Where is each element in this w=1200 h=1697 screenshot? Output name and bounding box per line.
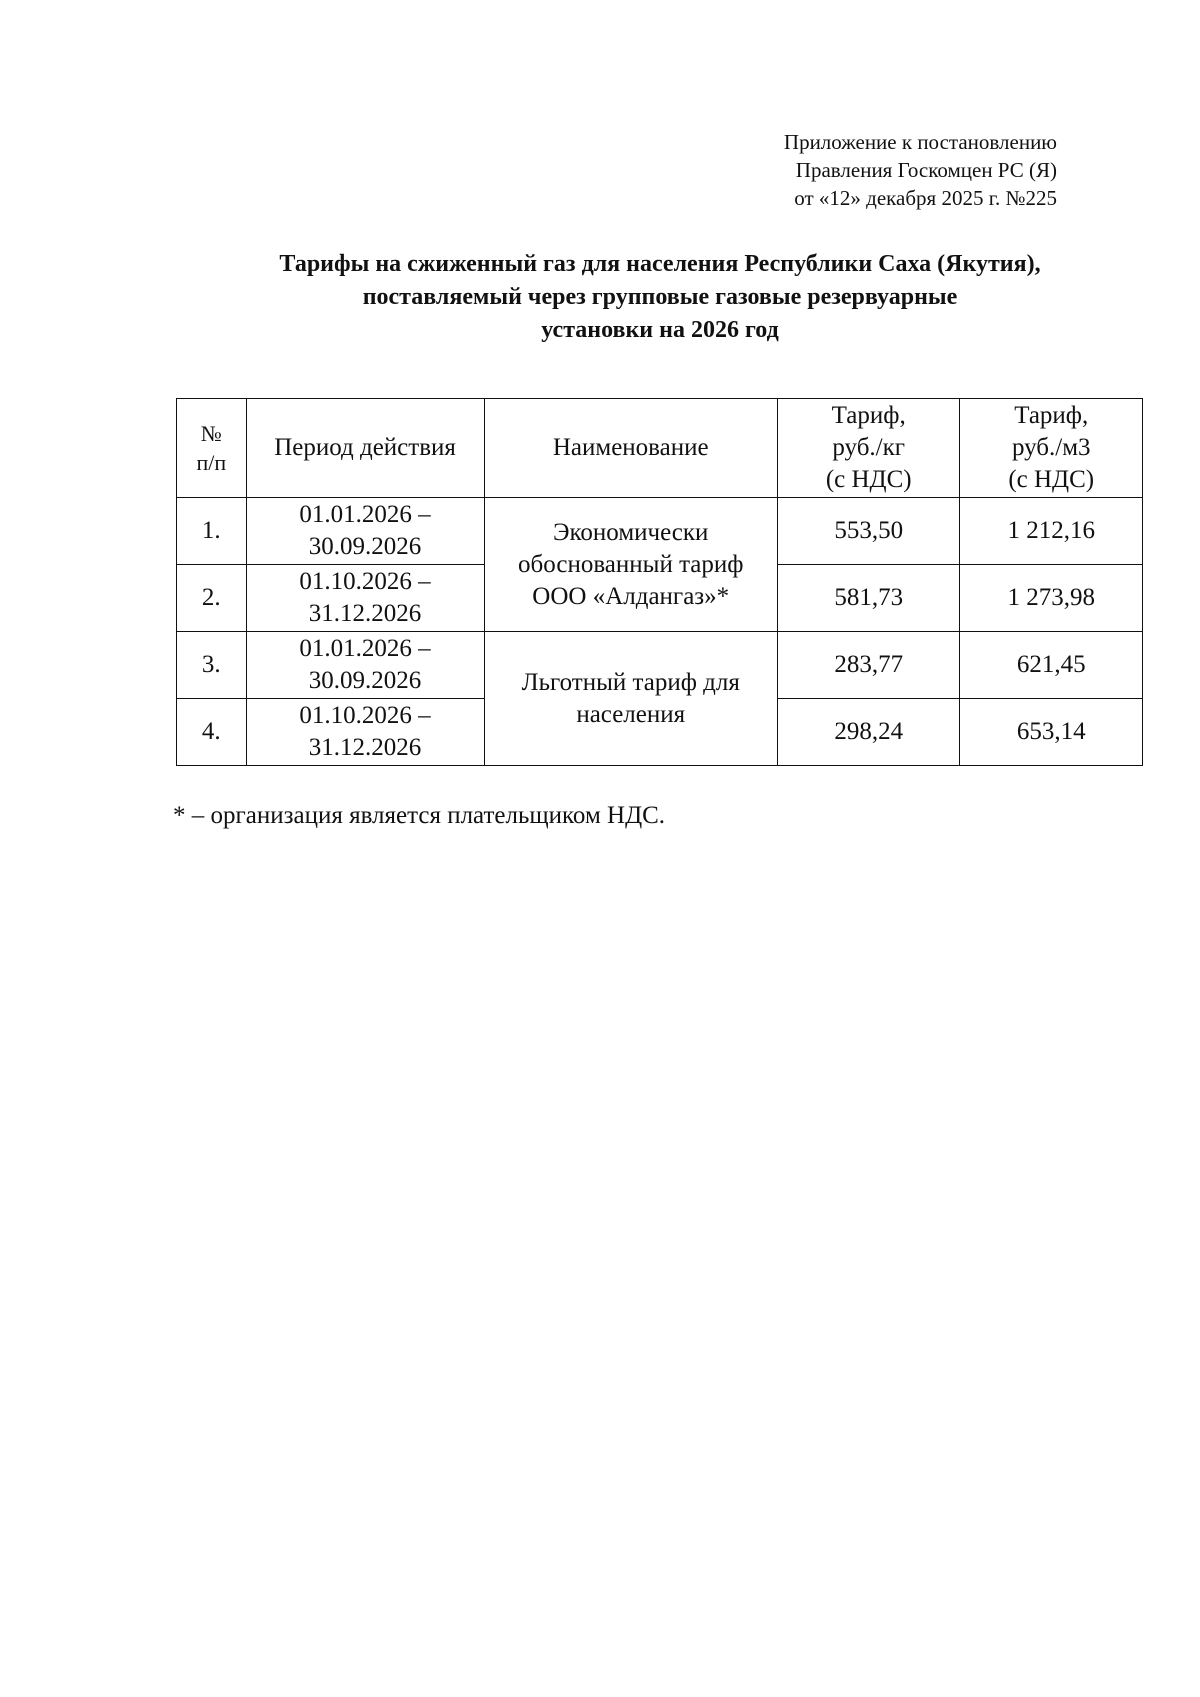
row-tariff-kg: 298,24: [777, 699, 960, 766]
row-number: 3.: [177, 632, 247, 699]
period-end: 30.09.2026: [308, 533, 422, 560]
header-tariff-m3-line-3: (с НДС): [1008, 466, 1095, 493]
row-period: [246, 632, 484, 699]
vat-footnote: * – организация является плательщиком НДС.: [173, 802, 666, 829]
header-number-abbr: п/п: [196, 450, 227, 475]
tariff-name-line-1: Экономически: [553, 518, 709, 546]
row-number: 1.: [177, 498, 247, 565]
header-name-label: Наименование: [552, 434, 709, 461]
header-name: [484, 399, 777, 498]
row-tariff-m3: 1 212,16: [960, 498, 1143, 565]
period-end: 31.12.2026: [308, 600, 422, 627]
appendix-line-2: Правления Госкомцен РС (Я): [795, 158, 1057, 182]
title-line-3: установки на 2026 год: [541, 317, 779, 343]
period-end: 31.12.2026: [308, 734, 422, 761]
tariff-name-line-3: ООО «Алдангаз»*: [532, 582, 730, 610]
appendix-line-3: от «12» декабря 2025 г. №225: [794, 186, 1057, 210]
row-period: [246, 565, 484, 632]
period-end: 30.09.2026: [308, 667, 422, 694]
row-tariff-m3: 653,14: [960, 699, 1143, 766]
table-row: [177, 632, 1143, 699]
tariff-name-line-2: обоснованный тариф: [518, 550, 744, 578]
row-tariff-kg: 581,73: [777, 565, 960, 632]
header-period-label: Период действия: [274, 434, 456, 461]
tariff-table: [176, 398, 1143, 766]
header-tariff-kg-line-1: Тариф,: [831, 402, 906, 429]
header-number-symbol: №: [200, 421, 222, 446]
tariff-name-line-1: Льготный тариф для: [521, 668, 740, 696]
appendix-reference: [784, 128, 1057, 212]
header-tariff-m3-line-1: Тариф,: [1014, 402, 1089, 429]
period-start: 01.10.2026 –: [299, 702, 431, 729]
appendix-line-1: Приложение к постановлению: [783, 130, 1057, 154]
header-period: [246, 399, 484, 498]
period-start: 01.10.2026 –: [299, 568, 431, 595]
header-tariff-kg-line-3: (с НДС): [825, 466, 912, 493]
tariff-name-line-2: населения: [576, 700, 686, 728]
header-tariff-kg: [777, 399, 960, 498]
row-period: [246, 699, 484, 766]
table-header-row: [177, 399, 1143, 498]
tariff-name-economic: [484, 498, 777, 632]
document-title: [170, 248, 1150, 347]
row-tariff-m3: 1 273,98: [960, 565, 1143, 632]
tariff-name-preferential: [484, 632, 777, 766]
header-tariff-m3-line-2: руб./м3: [1011, 434, 1091, 461]
header-tariff-m3: [960, 399, 1143, 498]
row-tariff-kg: 553,50: [777, 498, 960, 565]
period-start: 01.01.2026 –: [299, 501, 431, 528]
row-number: 4.: [177, 699, 247, 766]
title-line-1: Тарифы на сжиженный газ для населения Республики Саха (Якутия),: [279, 251, 1041, 277]
header-tariff-kg-line-2: руб./кг: [832, 434, 906, 461]
row-tariff-m3: 621,45: [960, 632, 1143, 699]
period-start: 01.01.2026 –: [299, 635, 431, 662]
table-row: [177, 498, 1143, 565]
row-tariff-kg: 283,77: [777, 632, 960, 699]
title-line-2: поставляемый через групповые газовые резервуарные: [362, 284, 958, 310]
row-period: [246, 498, 484, 565]
row-number: 2.: [177, 565, 247, 632]
header-number: [177, 399, 247, 498]
